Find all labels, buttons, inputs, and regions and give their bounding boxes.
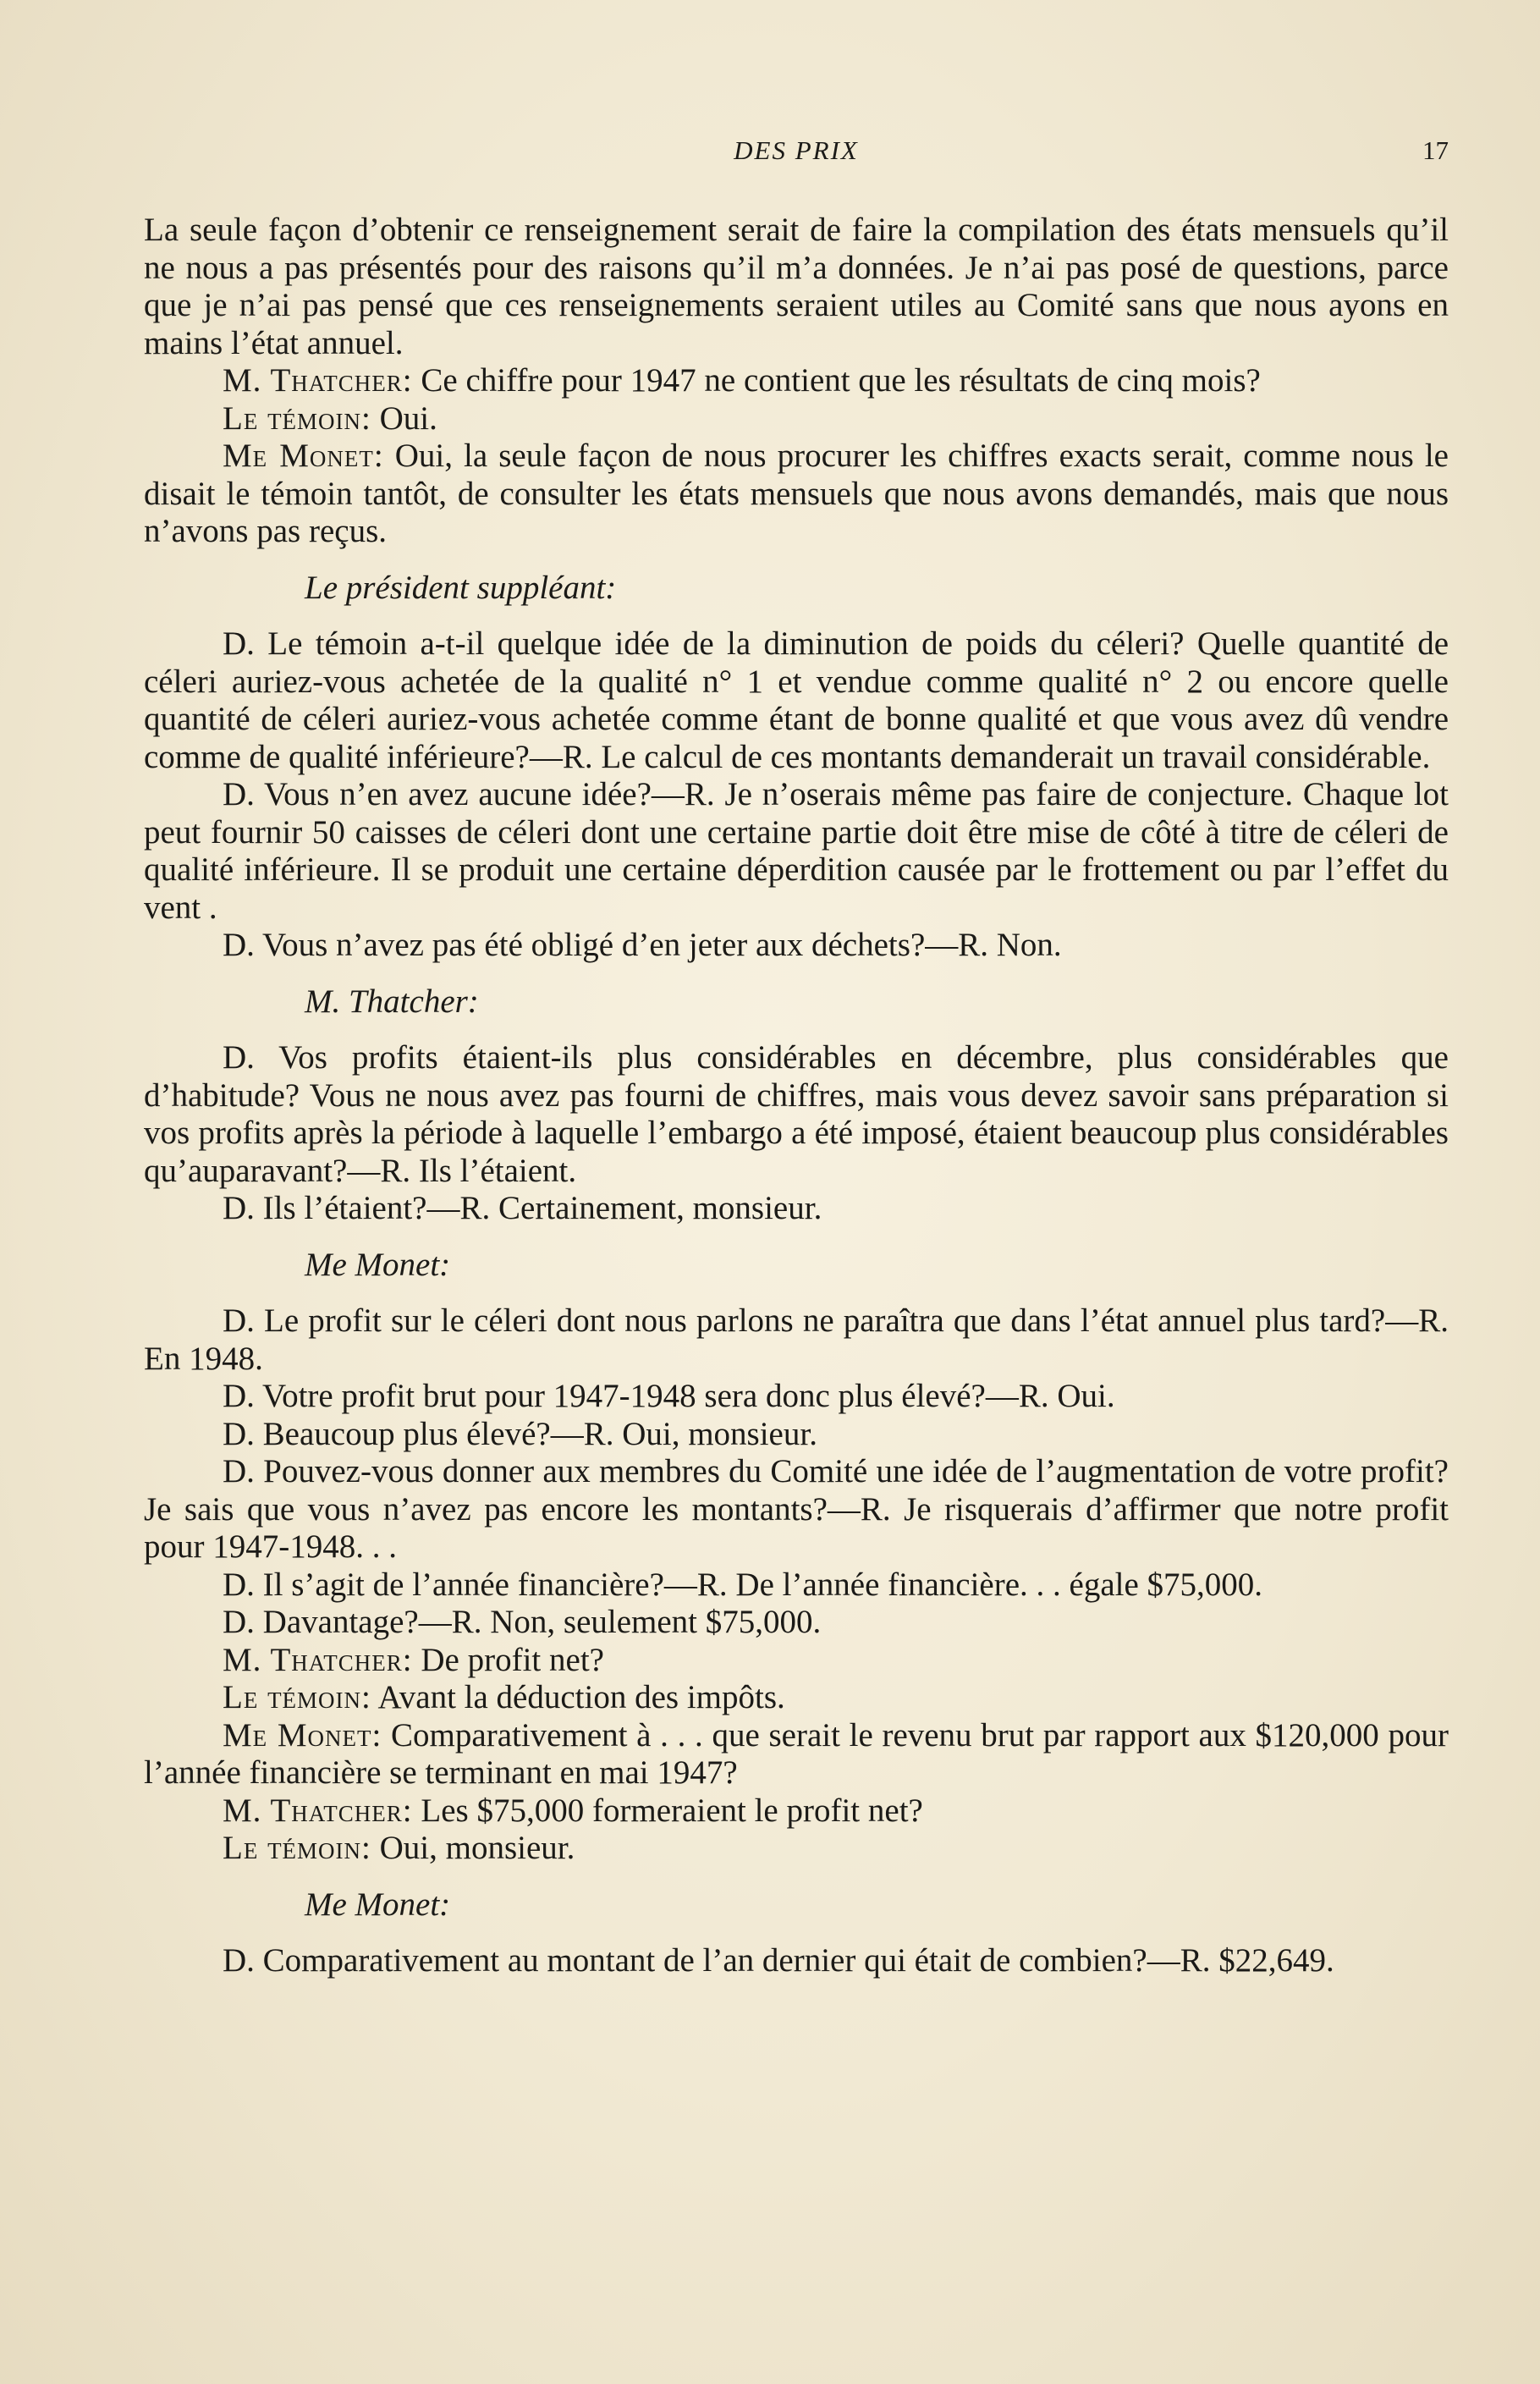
dialogue-paragraph bbox=[144, 438, 1449, 551]
speech-text: Comparativement à . . . que serait le revenu brut par rapport aux $120,000 pour l’année financière se terminant en mai 1947? bbox=[144, 1716, 1449, 1791]
speaker-name: M. Thatcher: bbox=[223, 1641, 413, 1678]
speaker-name: Me Monet: bbox=[223, 1716, 382, 1754]
speech-text: Oui, la seule façon de nous procurer les chiffres exacts serait, comme nous le disait le témoin tantôt, de consulter les états mensuels que nous avons demandés, mais que nous n’avons pas reçus. bbox=[144, 438, 1449, 549]
speech-text: Oui, monsieur. bbox=[371, 1830, 575, 1866]
page-header bbox=[144, 135, 1449, 176]
speech-text: De profit net? bbox=[412, 1641, 604, 1678]
speaker-name: M. Thatcher: bbox=[223, 1792, 413, 1829]
question-answer: D. Vos profits étaient-ils plus considérables en décembre, plus considérables que d’habitude? Vous ne nous avez pas fourni de chiffres, mais vous devez savoir sans préparation si vos profits après la période à laquelle l’embargo a été imposé, étaient beaucoup plus considérables qu’auparavant?—R. Ils l’étaient. bbox=[144, 1039, 1449, 1189]
speech-text: Oui. bbox=[371, 399, 437, 437]
speech-text: Avant la déduction des impôts. bbox=[371, 1679, 785, 1715]
question-answer: D. Ils l’étaient?—R. Certainement, monsieur. bbox=[223, 1190, 822, 1226]
running-title: DES PRIX bbox=[734, 135, 859, 165]
dialogue-paragraph bbox=[144, 1679, 1449, 1717]
dialogue-paragraph bbox=[144, 1792, 1449, 1831]
question-answer: D. Votre profit brut pour 1947-1948 sera donc plus élevé?—R. Oui. bbox=[223, 1378, 1115, 1414]
speaker-name: Le témoin: bbox=[223, 399, 371, 437]
speech-text: Les $75,000 formeraient le profit net? bbox=[412, 1792, 923, 1829]
dialogue-paragraph bbox=[144, 1830, 1449, 1868]
dialogue-paragraph bbox=[144, 1717, 1449, 1792]
speech-text: Ce chiffre pour 1947 ne contient que les résultats de cinq mois? bbox=[412, 362, 1261, 399]
question-answer: D. Davantage?—R. Non, seulement $75,000. bbox=[223, 1604, 822, 1640]
question-answer: D. Vous n’en avez aucune idée?—R. Je n’oserais même pas faire de conjecture. Chaque lot peut fournir 50 caisses de céleri dont une certaine partie doit être mise de côté à titre de céleri de qualité inférieure. Il se produit une certaine déperdition causée par le frottement ou par l’effet du vent . bbox=[144, 776, 1449, 926]
dialogue-paragraph bbox=[144, 362, 1449, 400]
page-body bbox=[144, 212, 1449, 1980]
page-number: 17 bbox=[1422, 135, 1449, 165]
speaker-name: Le témoin: bbox=[223, 1830, 371, 1866]
speaker-name: M. Thatcher: bbox=[223, 362, 413, 399]
section-heading: M. Thatcher: bbox=[305, 983, 479, 1020]
section-heading: Le président suppléant: bbox=[305, 569, 617, 606]
question-answer: D. Le profit sur le céleri dont nous parlons ne paraîtra que dans l’état annuel plus tard?—R. En 1948. bbox=[144, 1302, 1449, 1377]
dialogue-paragraph bbox=[144, 400, 1449, 438]
speaker-name: Le témoin: bbox=[223, 1679, 371, 1715]
question-answer: D. Pouvez-vous donner aux membres du Comité une idée de l’augmentation de votre profit? Je sais que vous n’avez pas encore les montants?—R. Je risquerais d’affirmer que notre profit pour 1947-1948. . . bbox=[144, 1453, 1449, 1565]
dialogue-paragraph bbox=[144, 1642, 1449, 1680]
section-heading: Me Monet: bbox=[305, 1886, 451, 1923]
paragraph: La seule façon d’obtenir ce renseignement serait de faire la compilation des états mensuels qu’il ne nous a pas présentés pour des raisons qu’il m’a données. Je n’ai pas posé de questions, parce que je n’ai pas pensé que ces renseignements seraient utiles au Comité sans que nous ayons en mains l’état annuel. bbox=[144, 212, 1449, 361]
section-heading: Me Monet: bbox=[305, 1246, 451, 1283]
question-answer: D. Le témoin a-t-il quelque idée de la diminution de poids du céleri? Quelle quantité de céleri auriez-vous achetée de la qualité n° 1 et vendue comme qualité n° 2 ou encore quelle quantité de céleri auriez-vous achetée comme étant de bonne qualité et que vous avez dû vendre comme de qualité inférieure?—R. Le calcul de ces montants demanderait un travail considérable. bbox=[144, 625, 1449, 775]
question-answer: D. Comparativement au montant de l’an dernier qui était de combien?—R. $22,649. bbox=[223, 1942, 1334, 1979]
question-answer: D. Vous n’avez pas été obligé d’en jeter aux déchets?—R. Non. bbox=[223, 927, 1062, 963]
speaker-name: Me Monet: bbox=[223, 438, 384, 474]
question-answer: D. Beaucoup plus élevé?—R. Oui, monsieur. bbox=[223, 1415, 817, 1452]
question-answer: D. Il s’agit de l’année financière?—R. De l’année financière. . . égale $75,000. bbox=[223, 1566, 1263, 1603]
